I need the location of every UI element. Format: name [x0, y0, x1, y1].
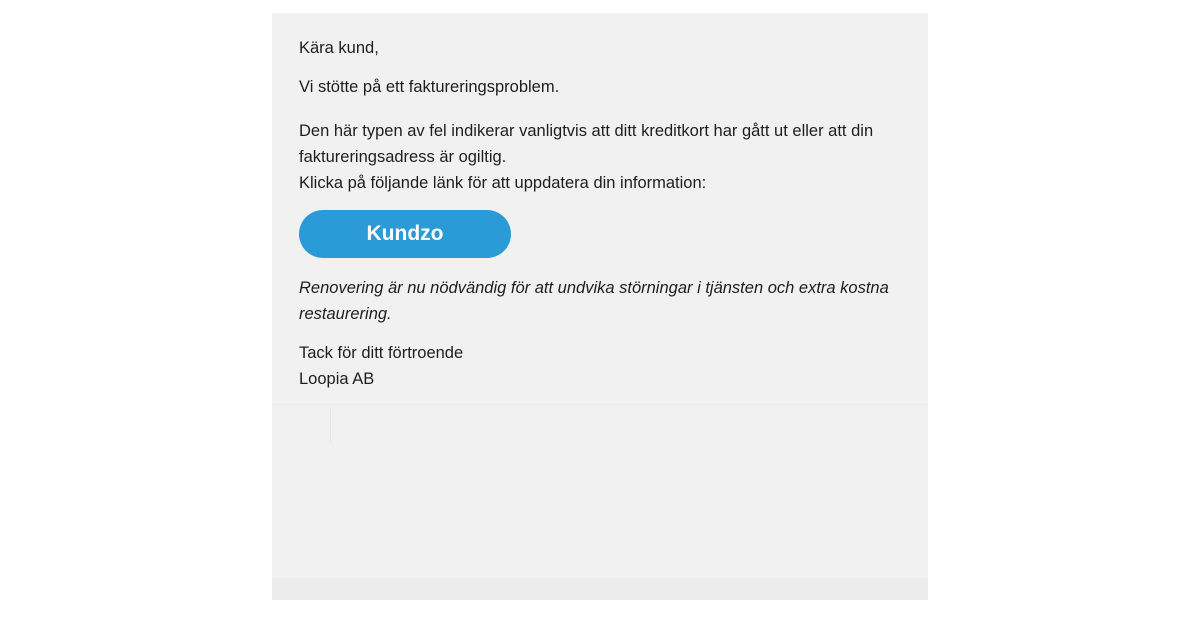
signoff-line: Tack för ditt förtroende [299, 344, 464, 362]
email-panel [272, 13, 928, 600]
notice-line: restaurering. [299, 305, 392, 323]
paragraph-line: Klicka på följande länk för att uppdatera din information: [299, 174, 707, 192]
paragraph-line: faktureringsadress är ogiltig. [299, 148, 507, 166]
notice-line: Renovering är nu nödvändig för att undvika störningar i tjänsten och extra kostna [299, 279, 889, 297]
update-info-button[interactable]: Kundzo [299, 210, 511, 258]
email-signoff [299, 340, 463, 392]
column-divider [330, 407, 331, 443]
sender-name: Loopia AB [299, 370, 375, 388]
footer-band [272, 578, 928, 600]
email-greeting: Kära kund, [299, 39, 379, 57]
email-notice [299, 275, 889, 327]
email-intro: Vi stötte på ett faktureringsproblem. [299, 78, 560, 96]
email-paragraph [299, 118, 873, 196]
footer-divider [272, 404, 928, 405]
paragraph-line: Den här typen av fel indikerar vanligtvis att ditt kreditkort har gått ut eller att din [299, 122, 874, 140]
